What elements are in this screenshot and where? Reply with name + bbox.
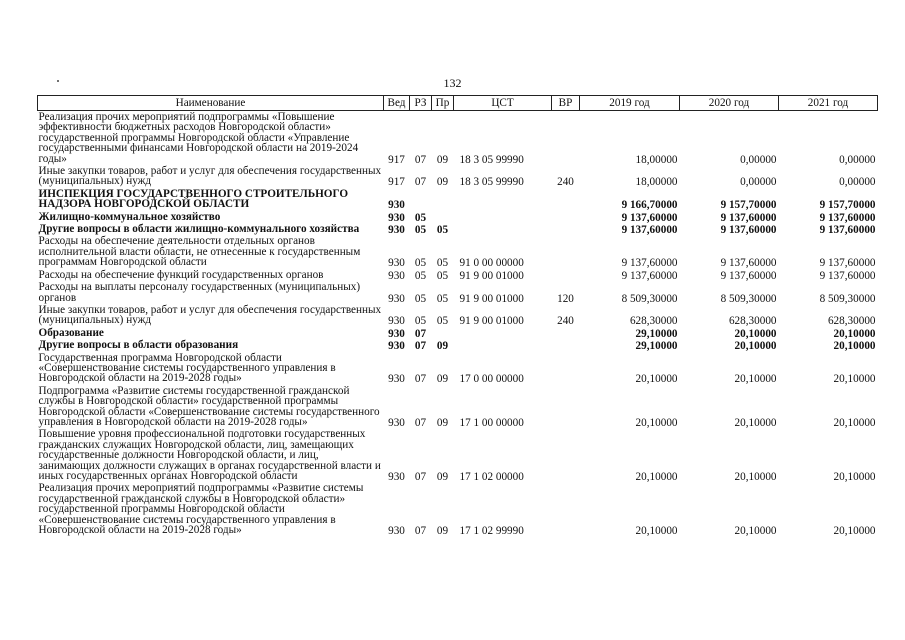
row-vr: 240 [557,176,574,188]
row-pr: 09 [436,471,449,483]
row-cst: 91 9 00 01000 [459,292,524,304]
row-amount-2020: 9 137,60000 [720,224,777,236]
header-2020: 2020 год [680,96,779,111]
row-amount-2019: 20,10000 [635,525,678,537]
row-rz: 07 [414,153,427,166]
row-rz: 07 [414,471,427,483]
row-amount-2020: 20,10000 [734,327,777,340]
row-amount-2020: 20,10000 [734,340,777,352]
row-ved: 930 [388,315,405,327]
table-row [38,385,878,429]
row-amount-2019: 9 137,60000 [621,224,678,236]
row-amount-2019: 9 137,60000 [621,211,678,224]
row-pr [432,188,454,211]
row-ved: 930 [388,224,405,236]
row-cst: 17 1 02 99990 [459,525,524,537]
row-amount-2019: 20,10000 [635,416,678,429]
header-ved: Вед [384,96,410,111]
row-rz: 07 [414,525,427,537]
table-row [38,165,878,188]
row-amount-2021: 628,30000 [827,315,876,327]
row-cst: 17 1 02 00000 [459,471,524,483]
row-amount-2021: 20,10000 [833,340,876,352]
row-name: Реализация прочих мероприятий подпрограммы «Повышение эффективности бюджетных расходов Новгородской области» государственной программы Новгородской области «Управление государственными финансами Новгородской области на 2019-2024 годы» [38,111,359,165]
row-ved: 930 [388,340,405,352]
row-vr [552,235,580,268]
row-vr [552,352,580,385]
row-amount-2020: 9 137,60000 [720,211,777,224]
table-row [38,211,878,223]
row-amount-2021: 20,10000 [833,327,876,340]
row-amount-2019: 9 166,70000 [621,199,678,211]
header-cst: ЦСТ [454,96,552,111]
table-row [38,223,878,235]
row-amount-2020: 20,10000 [734,416,777,429]
header-name: Наименование [38,96,384,111]
table-row [38,269,878,281]
row-cst [454,188,552,211]
table-row [38,235,878,268]
row-rz: 07 [414,340,427,352]
row-cst: 18 3 05 99990 [459,153,524,166]
row-pr: 09 [436,340,449,352]
row-amount-2020: 20,10000 [734,471,777,483]
row-rz: 07 [414,416,427,429]
table-row [38,281,878,304]
table-body [38,111,878,537]
row-amount-2019: 18,00000 [635,153,678,166]
row-amount-2019: 18,00000 [635,176,678,188]
row-pr: 09 [436,373,449,385]
table-row [38,188,878,211]
row-vr [552,269,580,281]
row-amount-2020: 0,00000 [740,153,777,166]
row-vr [552,327,580,339]
row-amount-2021: 0,00000 [839,153,876,166]
row-amount-2021: 8 509,30000 [819,292,876,304]
row-amount-2019: 20,10000 [635,471,678,483]
row-cst [454,339,552,351]
row-amount-2019: 9 137,60000 [621,257,678,269]
row-amount-2020: 628,30000 [728,315,777,327]
row-rz: 07 [414,327,427,340]
row-amount-2019: 628,30000 [629,315,678,327]
row-name: Другие вопросы в области образования [38,339,239,352]
row-amount-2020: 20,10000 [734,525,777,537]
row-cst: 17 0 00 00000 [459,373,524,385]
row-cst: 91 9 00 01000 [459,315,524,327]
row-ved: 917 [388,176,405,188]
row-vr: 120 [557,292,574,304]
row-cst [454,223,552,235]
row-vr [552,188,580,211]
header-vr: ВР [552,96,580,111]
row-ved: 930 [388,257,405,269]
row-amount-2020: 0,00000 [740,176,777,188]
header-2019: 2019 год [580,96,680,111]
row-rz: 07 [414,176,427,188]
row-cst: 91 9 00 01000 [459,269,524,282]
table-row [38,327,878,339]
row-ved: 930 [388,471,405,483]
row-name: Расходы на обеспечение функций государственных органов [38,268,324,281]
row-pr: 05 [436,269,449,282]
table-row [38,482,878,536]
row-amount-2020: 9 137,60000 [720,269,777,282]
row-amount-2021: 9 137,60000 [819,224,876,236]
row-pr [432,211,454,223]
row-cst [454,327,552,339]
row-name: ИНСПЕКЦИЯ ГОСУДАРСТВЕННОГО СТРОИТЕЛЬНОГО НАДЗОРА НОВГОРОДСКОЙ ОБЛАСТИ [38,187,349,211]
row-rz: 05 [414,224,427,236]
table-row [38,304,878,327]
row-amount-2021: 0,00000 [839,176,876,188]
row-vr [552,482,580,536]
row-vr [552,111,580,166]
row-pr [432,327,454,339]
row-name: Государственная программа Новгородской области «Совершенствование системы государственного управления в Новгородской области на 2019-2028 годы» [38,351,336,385]
table-header-row [38,96,878,111]
row-vr [552,223,580,235]
row-vr [552,428,580,482]
row-amount-2020: 9 137,60000 [720,257,777,269]
row-ved: 930 [388,327,405,340]
row-amount-2019: 29,10000 [635,340,678,352]
row-amount-2021: 20,10000 [833,525,876,537]
row-amount-2021: 20,10000 [833,471,876,483]
row-rz: 05 [414,211,427,224]
row-name: Повышение уровня профессиональной подготовки государственных гражданских служащих Новгородской области, лиц, замещающих государственные должности Новгородской области, и лиц, занимающих должности служащих в органах государственной власти и иных государственных органах Новгородской области [38,428,381,482]
row-ved: 930 [388,269,405,282]
row-amount-2019: 9 137,60000 [621,269,678,282]
row-vr [552,385,580,429]
row-name: Иные закупки товаров, работ и услуг для обеспечения государственных (муниципальных) нужд [38,165,382,188]
table-row [38,111,878,166]
row-amount-2019: 20,10000 [635,373,678,385]
row-name: Расходы на выплаты персоналу государственных (муниципальных) органов [38,281,361,304]
row-cst: 18 3 05 99990 [459,176,524,188]
row-pr: 05 [436,257,449,269]
row-vr [552,211,580,223]
header-rz: РЗ [410,96,432,111]
row-name: Иные закупки товаров, работ и услуг для обеспечения государственных (муниципальных) нужд [38,303,382,327]
row-pr: 09 [436,153,449,166]
table-row [38,339,878,351]
row-pr: 05 [436,224,449,236]
row-pr: 09 [436,525,449,537]
row-name: Жилищно-коммунальное хозяйство [38,210,221,223]
row-ved: 930 [388,416,405,429]
row-name: Расходы на обеспечение деятельности отдельных органов исполнительной власти области, не отнесенные к государственным программам Новгородской области [38,235,361,269]
row-amount-2020: 8 509,30000 [720,292,777,304]
row-ved: 930 [388,199,405,211]
header-pr: Пр [432,96,454,111]
row-amount-2020: 9 157,70000 [720,199,777,211]
row-name: Другие вопросы в области жилищно-коммунального хозяйства [38,223,360,236]
row-amount-2021: 20,10000 [833,373,876,385]
row-cst: 17 1 00 00000 [459,416,524,429]
row-ved: 930 [388,373,405,385]
row-amount-2019: 29,10000 [635,327,678,340]
row-cst: 91 0 00 00000 [459,257,524,269]
row-pr: 05 [436,315,449,327]
row-pr: 05 [436,292,449,304]
row-amount-2021: 9 137,60000 [819,269,876,282]
row-vr: 240 [557,315,574,327]
row-amount-2020: 20,10000 [734,373,777,385]
row-rz: 05 [414,257,427,269]
row-amount-2021: 9 157,70000 [819,199,876,211]
row-name: Подпрограмма «Развитие системы государственной гражданской службы в Новгородской области» государственной программы Новгородской области «Совершенствование системы государственного управления в Новгородской области на 2019-2028 годы» [38,384,380,428]
row-ved: 930 [388,211,405,224]
table-row [38,352,878,385]
row-cst [454,211,552,223]
row-ved: 917 [388,153,405,166]
page-number: 132 [443,76,462,90]
row-rz: 07 [414,373,427,385]
row-amount-2021: 20,10000 [833,416,876,429]
row-vr [552,339,580,351]
header-2021: 2021 год [779,96,878,111]
row-rz: 05 [414,315,427,327]
row-rz [410,188,432,211]
row-amount-2019: 8 509,30000 [621,292,678,304]
row-name: Образование [38,326,104,339]
row-ved: 930 [388,525,405,537]
row-name: Реализация прочих мероприятий подпрограммы «Развитие системы государственной гражданской службы в Новгородской области» государственной программы Новгородской области «Совершенствование системы государственного управления в Новгородской области на 2019-2028 годы» [38,482,364,537]
row-amount-2021: 9 137,60000 [819,211,876,224]
row-rz: 05 [414,292,427,304]
row-pr: 09 [436,176,449,188]
row-pr: 09 [436,416,449,429]
row-ved: 930 [388,292,405,304]
budget-table [37,95,878,536]
row-rz: 05 [414,269,427,282]
table-row [38,428,878,482]
row-amount-2021: 9 137,60000 [819,257,876,269]
